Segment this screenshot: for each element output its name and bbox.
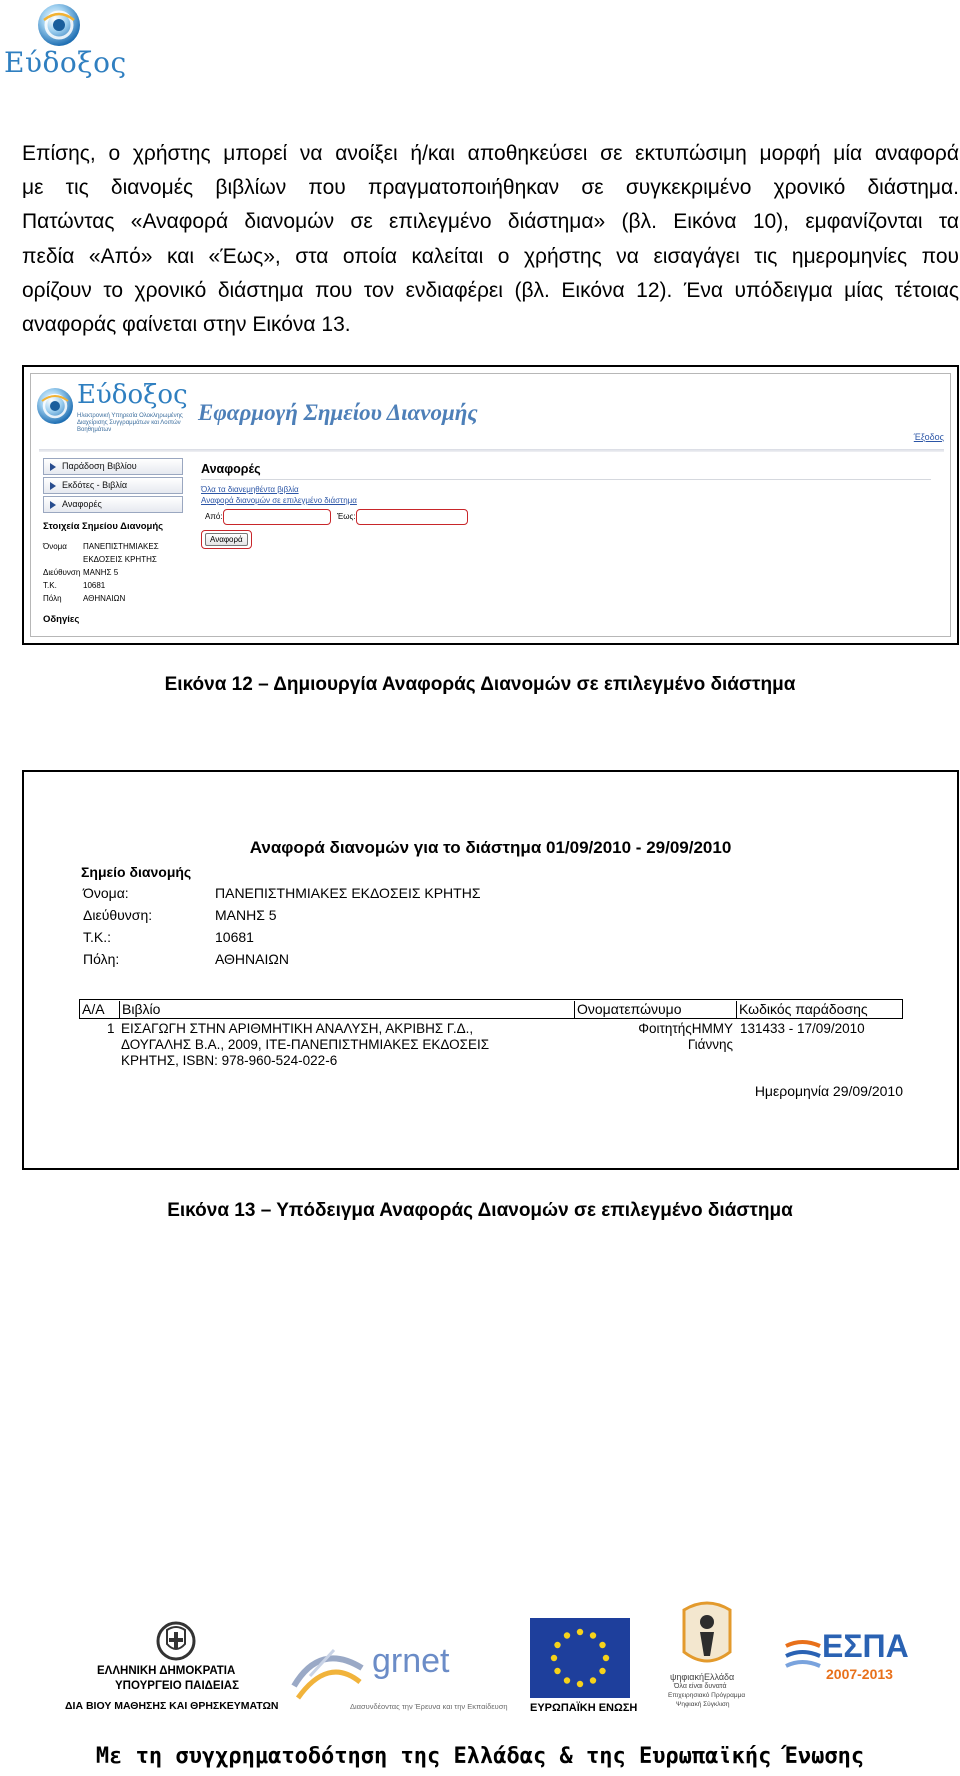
digital-greece-line: Ψηφιακή Σύγκλιση — [676, 1701, 730, 1708]
info-row — [43, 566, 183, 579]
info-label: Πόλη — [43, 594, 62, 603]
column-header: Ονοματεπώνυμο — [574, 1001, 682, 1019]
figure-12-caption: Εικόνα 12 – Δημιουργία Αναφοράς Διανομών σε επιλεγμένο διάστημα — [164, 674, 796, 695]
ministry-line: ΥΠΟΥΡΓΕΙΟ ΠΑΙΔΕΙΑΣ — [115, 1680, 240, 1692]
info-label: Τ.Κ. — [43, 581, 57, 590]
column-header: Α/Α — [82, 1001, 105, 1017]
paragraph-line: Πατώντας «Αναφορά διανομών σε επιλεγμένο διάστημα» (βλ. Εικόνα 10), εμφανίζονται τα — [22, 210, 959, 234]
info-row — [43, 540, 183, 566]
to-date-input[interactable] — [356, 509, 468, 525]
report-button[interactable] — [201, 530, 252, 549]
sidebar-item-label: Παράδοση Βιβλίου — [62, 461, 137, 471]
app-logo — [35, 380, 188, 433]
paragraph-line: πεδία «Από» και «Έως», στα οποία καλείται ο χρήστης να εισαγάγει τις ημερομηνίες που — [22, 244, 959, 268]
greek-emblem-icon — [155, 1620, 197, 1662]
globe-icon — [35, 386, 75, 426]
eu-label: ΕΥΡΩΠΑΪΚΗ ΕΝΩΣΗ — [530, 1702, 638, 1714]
book-line: ΕΙΣΑΓΩΓΗ ΣΤΗΝ ΑΡΙΘΜΗΤΙΚΗ ΑΝΑΛΥΣΗ, ΑΚΡΙΒΗΣ Γ.Δ., — [121, 1021, 474, 1036]
report-table — [79, 999, 903, 1079]
report-button-label: Αναφορά — [205, 533, 248, 546]
figure-13 — [22, 770, 959, 1170]
period-report-link[interactable]: Αναφορά διανομών σε επιλεγμένο διάστημα — [201, 496, 357, 505]
field-value: ΠΑΝΕΠΙΣΤΗΜΙΑΚΕΣ ΕΚΔΟΣΕΙΣ ΚΡΗΤΗΣ — [215, 885, 481, 901]
paragraph-line: με τις διανομές βιβλίων που πραγματοποιήθηκαν σε συγκεκριμένο χρονικό διάστημα. — [22, 176, 959, 200]
digital-greece-line: Επιχειρησιακό Πρόγραμμα — [668, 1692, 746, 1699]
info-value: ΜΑΝΗΣ 5 — [83, 568, 119, 577]
table-row — [79, 1019, 903, 1079]
field-value: ΜΑΝΗΣ 5 — [215, 907, 277, 923]
app-logo-wordmark: Εύδοξος — [77, 380, 188, 410]
name-line: ΦοιτητήςΗΜΜΥ — [638, 1021, 733, 1036]
paragraph-line: Επίσης, ο χρήστης μπορεί να ανοίξει ή/και αποθηκεύσει σε εκτυπώσιμη μορφή μία αναφορά — [22, 142, 959, 165]
book-line: ΚΡΗΤΗΣ, ISBN: 978-960-524-022-6 — [121, 1053, 338, 1068]
grnet-swirl-icon — [290, 1646, 366, 1702]
grnet-tagline: Διασυνδέοντας την Έρευνα και την Εκπαίδευση — [350, 1702, 508, 1711]
triangle-right-icon — [50, 501, 56, 509]
espa-years: 2007-2013 — [826, 1666, 893, 1682]
info-value: 10681 — [83, 581, 106, 590]
distribution-point-heading: Σημείο διανομής — [81, 864, 192, 880]
grnet-logo — [290, 1640, 530, 1720]
espa-stripes-icon — [784, 1636, 822, 1676]
paragraph-line: αναφοράς φαίνεται στην Εικόνα 13. — [22, 313, 351, 337]
info-row — [43, 579, 183, 592]
reports-heading: Αναφορές — [201, 462, 261, 476]
app-logo-subtitle: Ηλεκτρονική Υπηρεσία Ολοκληρωμένης Διαχείρισης Συγγραμμάτων και Λοιπών Βοηθημάτων — [77, 413, 183, 433]
row-number: 1 — [107, 1021, 115, 1036]
cofunding-notice: Με τη συγχρηματοδότηση της Ελλάδας & της Ευρωπαϊκής Ένωσης — [95, 1744, 865, 1769]
espa-wordmark: ΕΣΠΑ — [822, 1628, 909, 1664]
digital-greece-logo — [660, 1600, 760, 1720]
instructions-heading[interactable]: Οδηγίες — [43, 614, 80, 625]
distribution-app-screenshot — [30, 373, 951, 637]
body-paragraph — [22, 137, 959, 342]
column-header: Βιβλίο — [119, 1001, 160, 1019]
header-divider — [39, 449, 944, 452]
logo-wordmark: Εύδοξος — [4, 46, 127, 79]
info-value: ΑΘΗΝΑΙΩΝ — [83, 594, 126, 603]
book-line: ΔΟΥΓΑΛΗΣ Β.Α., 2009, ΙΤΕ-ΠΑΝΕΠΙΣΤΗΜΙΑΚΕΣ ΕΚΔΟΣΕΙΣ — [121, 1037, 490, 1052]
field-label: Διεύθυνση: — [83, 907, 153, 923]
report-date: Ημερομηνία 29/09/2010 — [754, 1083, 903, 1099]
field-value: ΑΘΗΝΑΙΩΝ — [215, 951, 289, 967]
column-header: Κωδικός παράδοσης — [736, 1001, 868, 1019]
from-date-input[interactable] — [223, 509, 331, 525]
name-line: Γιάννης — [687, 1037, 733, 1052]
date-range-row — [201, 508, 941, 528]
name-cell — [623, 1021, 733, 1053]
triangle-right-icon — [50, 463, 56, 471]
figure-12 — [22, 365, 959, 645]
divider — [201, 479, 931, 480]
ministry-line: ΕΛΛΗΝΙΚΗ ΔΗΜΟΚΡΑΤΙΑ — [97, 1665, 236, 1677]
from-label: Από: — [205, 512, 223, 521]
espa-logo — [784, 1630, 914, 1710]
field-label: Όνομα: — [83, 885, 129, 901]
eu-flag-icon — [530, 1618, 630, 1698]
delivery-code-cell: 131433 - 17/09/2010 — [740, 1021, 865, 1036]
info-row — [43, 592, 183, 605]
field-label: Πόλη: — [83, 951, 120, 967]
eu-logo — [526, 1618, 638, 1720]
figure-13-caption: Εικόνα 13 – Υπόδειγμα Αναφοράς Διανομών σε επιλεγμένο διάστημα — [167, 1200, 793, 1221]
info-label: Διεύθυνση — [43, 568, 81, 577]
info-value: ΠΑΝΕΠΙΣΤΗΜΙΑΚΕΣ ΕΚΔΟΣΕΙΣ ΚΡΗΤΗΣ — [83, 542, 159, 564]
ministry-logo — [60, 1600, 300, 1720]
grnet-wordmark: grnet — [372, 1642, 450, 1680]
eudoxus-logo — [4, 2, 127, 82]
sidebar-item-label: Αναφορές — [62, 499, 102, 509]
app-title: Εφαρμογή Σημείου Διανομής — [198, 400, 478, 425]
distribution-point-info-heading: Στοιχεία Σημείου Διανομής — [43, 521, 164, 532]
sidebar-item-reports[interactable] — [43, 496, 183, 513]
ministry-line: ΔΙΑ ΒΙΟΥ ΜΑΘΗΣΗΣ ΚΑΙ ΘΡΗΣΚΕΥΜΑΤΩΝ — [65, 1700, 279, 1712]
report-title: Αναφορά διανομών για το διάστημα 01/09/2010 - 29/09/2010 — [249, 838, 732, 857]
info-label: Όνομα — [43, 542, 67, 551]
field-label: Τ.Κ.: — [83, 929, 112, 945]
distribution-report — [24, 772, 957, 1168]
paragraph-line: ορίζουν το χρονικό διάστημα που τον ενδιαφέρει (βλ. Εικόνα 12). Ένα υπόδειγμα μίας τέτοιας — [22, 278, 959, 302]
sidebar-item-label: Εκδότες - Βιβλία — [62, 480, 128, 490]
reports-panel — [201, 458, 941, 549]
digital-greece-line: Όλα είναι δυνατά — [674, 1683, 727, 1690]
book-cell — [121, 1021, 489, 1069]
sidebar-item-publishers-books[interactable] — [43, 477, 183, 494]
exit-link[interactable]: Έξοδος — [913, 432, 944, 442]
triangle-right-icon — [50, 482, 56, 490]
sidebar-item-book-delivery[interactable] — [43, 458, 183, 475]
sidebar — [43, 458, 183, 605]
table-header — [79, 999, 903, 1019]
globe-icon — [36, 2, 82, 48]
footer-logos — [0, 1600, 960, 1720]
all-distributed-books-link[interactable]: Όλα τα διανεμηθέντα βιβλία — [201, 485, 299, 494]
digital-greece-line: ψηφιακήΕλλάδα — [670, 1672, 735, 1682]
field-value: 10681 — [215, 929, 254, 945]
to-label: Έως: — [337, 512, 356, 521]
digital-greece-icon — [676, 1600, 738, 1670]
